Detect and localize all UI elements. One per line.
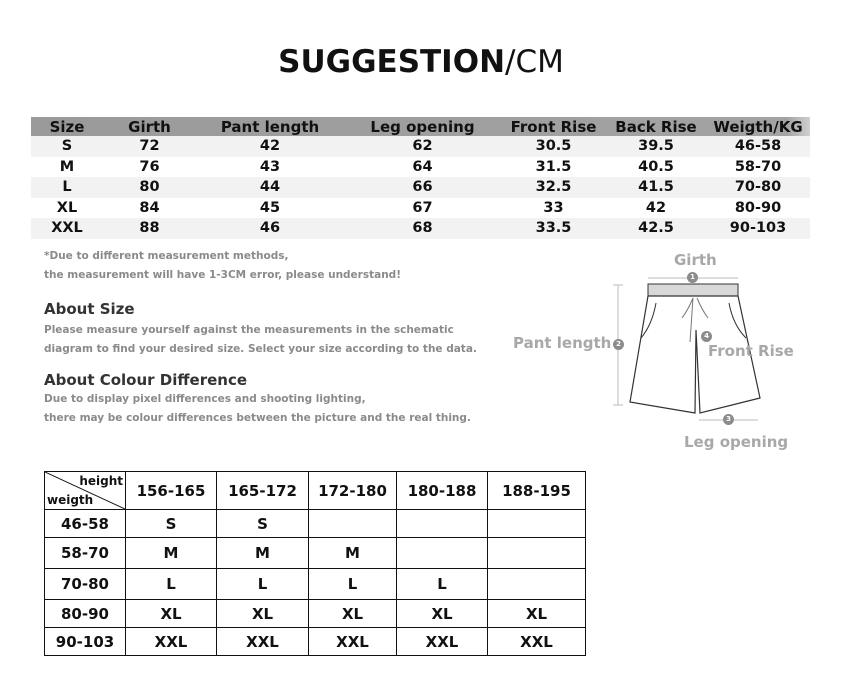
leg-opening-label: Leg opening: [684, 433, 789, 451]
girth-badge: 1: [687, 272, 698, 283]
table-row: [31, 198, 810, 219]
cell: 58-70: [734, 158, 782, 175]
table-row: [31, 136, 810, 157]
cell: 67: [412, 199, 433, 216]
cell: 46: [259, 220, 281, 237]
measurement-table: [31, 117, 810, 239]
cell: 32.5: [535, 179, 572, 196]
cell: L: [397, 569, 488, 600]
table-row: [45, 569, 586, 600]
height-range: 180-188: [397, 472, 488, 510]
cell: XL: [397, 600, 488, 628]
cell: XXL: [397, 628, 488, 656]
cell: L: [126, 569, 217, 600]
corner-cell: [45, 472, 126, 510]
cell: M: [59, 158, 75, 175]
header-weight: Weigth/KG: [713, 117, 803, 136]
cell: M: [217, 538, 309, 569]
header-size: Size: [49, 117, 85, 136]
cell: XXL: [488, 628, 586, 656]
cell: 66: [412, 179, 433, 196]
cell: 84: [139, 199, 160, 216]
cell: [488, 538, 586, 569]
measurement-table-header: [31, 117, 810, 136]
header-front-rise: Front Rise: [510, 117, 597, 136]
girth-label: Girth: [674, 251, 717, 269]
title-unit: /CM: [505, 44, 564, 80]
table-row: [45, 600, 586, 628]
cell: 62: [412, 138, 433, 155]
cell: 90-103: [729, 220, 787, 237]
cell: 42.5: [638, 220, 674, 237]
header-girth: Girth: [128, 117, 171, 136]
height-range: 188-195: [488, 472, 586, 510]
cell: 30.5: [535, 138, 572, 155]
header-pant-length: Pant length: [220, 117, 320, 136]
cell: [397, 538, 488, 569]
cell: L: [309, 569, 397, 600]
corner-height-label: height: [79, 474, 123, 488]
front-rise-badge: 4: [701, 331, 712, 342]
cell: 76: [139, 158, 160, 175]
table-row: [31, 157, 810, 178]
cell: XL: [217, 600, 309, 628]
weight-range: 46-58: [45, 510, 126, 538]
cell: [397, 510, 488, 538]
cell: 33.5: [535, 220, 572, 237]
page-title: [0, 44, 842, 80]
height-range: 172-180: [309, 472, 397, 510]
cell: [309, 510, 397, 538]
cell: 64: [412, 158, 433, 175]
cell: 42: [259, 138, 281, 155]
pant-length-badge: 2: [613, 339, 624, 350]
cell: XL: [309, 600, 397, 628]
height-range: 165-172: [217, 472, 309, 510]
cell: S: [217, 510, 309, 538]
cell: S: [61, 138, 73, 155]
cell: M: [309, 538, 397, 569]
size-chart: [44, 471, 586, 656]
table-row: [45, 538, 586, 569]
cell: 80-90: [734, 199, 782, 216]
cell: L: [62, 179, 72, 196]
cell: 46-58: [734, 138, 782, 155]
cell: 45: [259, 199, 281, 216]
leg-opening-badge: 3: [723, 414, 734, 425]
front-rise-label: Front Rise: [708, 342, 794, 360]
cell: 70-80: [734, 179, 782, 196]
about-colour-heading: About Colour Difference: [44, 371, 248, 389]
cell: 41.5: [638, 179, 674, 196]
cell: 68: [412, 220, 433, 237]
about-size-heading: About Size: [44, 300, 135, 318]
cell: 40.5: [638, 158, 674, 175]
cell: XXL: [217, 628, 309, 656]
table-row: [31, 218, 810, 239]
about-colour-line-2: there may be colour differences between the picture and the real thing.: [44, 412, 471, 424]
cell: XXL: [51, 220, 83, 237]
header-back-rise: Back Rise: [615, 117, 697, 136]
cell: 42: [645, 199, 667, 216]
cell: 44: [259, 179, 281, 196]
cell: 33: [543, 199, 564, 216]
weight-range: 80-90: [45, 600, 126, 628]
weight-range: 58-70: [45, 538, 126, 569]
note-line-2: the measurement will have 1-3CM error, please understand!: [44, 269, 401, 281]
size-chart-header: [45, 472, 586, 510]
title-main: SUGGESTION: [278, 44, 506, 80]
pant-length-label: Pant length: [513, 334, 612, 352]
about-size-line-1: Please measure yourself against the measurements in the schematic: [44, 324, 454, 336]
corner-weight-label: weigth: [47, 493, 94, 507]
cell: S: [126, 510, 217, 538]
weight-range: 90-103: [45, 628, 126, 656]
about-size-line-2: diagram to find your desired size. Select your size according to the data.: [44, 343, 477, 355]
cell: 39.5: [638, 138, 674, 155]
note-line-1: *Due to different measurement methods,: [44, 250, 289, 262]
table-row: [31, 177, 810, 198]
cell: XL: [56, 199, 78, 216]
cell: XXL: [309, 628, 397, 656]
cell: 43: [259, 158, 281, 175]
cell: 72: [139, 138, 160, 155]
cell: 80: [139, 179, 160, 196]
cell: XL: [488, 600, 586, 628]
cell: 31.5: [535, 158, 572, 175]
cell: L: [217, 569, 309, 600]
cell: [488, 569, 586, 600]
weight-range: 70-80: [45, 569, 126, 600]
table-row: [45, 628, 586, 656]
cell: 88: [139, 220, 160, 237]
cell: [488, 510, 586, 538]
table-row: [45, 510, 586, 538]
header-leg-opening: Leg opening: [370, 117, 475, 136]
cell: XL: [126, 600, 217, 628]
height-range: 156-165: [126, 472, 217, 510]
about-colour-line-1: Due to display pixel differences and shooting lighting,: [44, 393, 366, 405]
cell: M: [126, 538, 217, 569]
cell: XXL: [126, 628, 217, 656]
